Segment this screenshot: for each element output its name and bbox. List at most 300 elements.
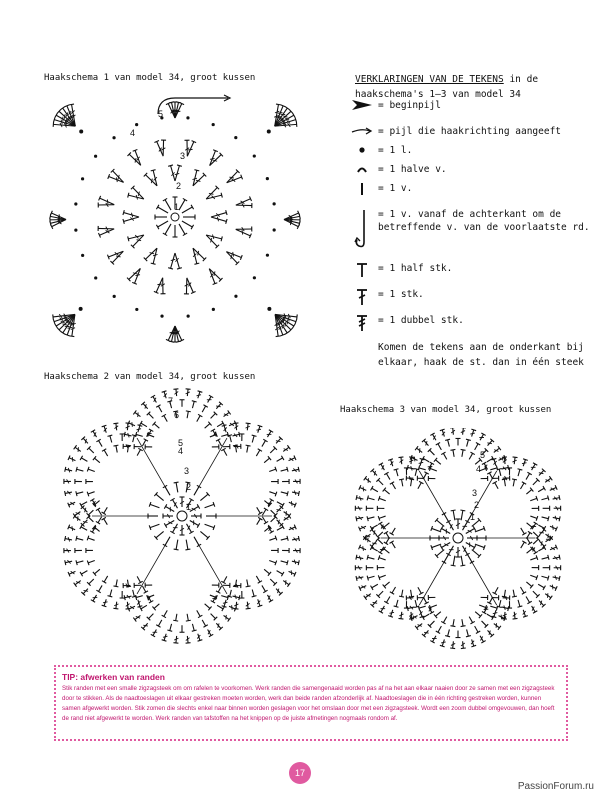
stitch-symbol (187, 411, 188, 418)
stitch-top-bar (69, 104, 74, 105)
stitch-cross-bar (539, 473, 544, 474)
chain-dot (135, 308, 138, 311)
round-number: 4 (130, 128, 136, 138)
chain-dot (212, 308, 215, 311)
stitch-symbol (236, 229, 251, 236)
stitch-top-bar (61, 107, 65, 110)
stitch-symbol (479, 605, 486, 608)
stitch-top-bar (168, 165, 173, 166)
stitch-symbol (197, 610, 200, 616)
stitch-symbol (461, 556, 463, 566)
stitch-cross-bar (72, 457, 73, 462)
stitch-cross-bar (231, 255, 232, 259)
stitch-symbol (368, 517, 375, 519)
stitch-symbol (230, 590, 232, 597)
stitch-symbol (499, 600, 501, 607)
stitch-symbol (472, 550, 480, 556)
stitch-cross-bar (216, 406, 221, 407)
stitch-symbol (386, 596, 390, 602)
stitch-cross-bar (424, 632, 429, 633)
stitch-top-bar (287, 536, 288, 541)
stitch-symbol (489, 473, 492, 479)
stitch-symbol (384, 523, 389, 527)
slip-stitch-arc-icon (350, 163, 374, 179)
stitch-symbol (533, 532, 538, 537)
stitch-symbol (419, 606, 426, 608)
stitch-top-bar (198, 640, 203, 642)
stitch-cross-bar (197, 395, 202, 396)
center-ring (177, 511, 187, 521)
stitch-cross-bar (64, 114, 65, 119)
stitch-symbol (269, 492, 276, 494)
stitch-symbol (372, 548, 378, 551)
stitch-top-bar (513, 457, 518, 458)
stitch-cross-bar (85, 508, 86, 512)
legend-title (355, 72, 595, 102)
stitch-cross-bar (171, 259, 176, 260)
crochet-chart-1 (40, 92, 310, 362)
stitch-symbol (98, 517, 102, 523)
round-number: 3 (472, 488, 478, 498)
stitch-symbol (257, 507, 261, 513)
legend-item-text: = 1 stk. (378, 289, 424, 300)
stitch-symbol (154, 424, 159, 429)
stitch-symbol (504, 479, 505, 486)
round-number: 3 (180, 151, 186, 161)
stitch-symbol (430, 605, 437, 608)
stitch-cross-bar (211, 238, 212, 243)
stitch-top-bar (518, 606, 523, 607)
stitch-symbol (116, 446, 117, 453)
round-number: 1 (174, 202, 180, 212)
stitch-symbol (271, 510, 276, 515)
stitch-top-bar (173, 643, 178, 644)
legend-item-text: = 1 dubbel stk. (378, 315, 464, 326)
stitch-top-bar (367, 495, 368, 500)
stitch-symbol (156, 531, 164, 537)
stitch-symbol (262, 509, 266, 515)
stitch-symbol (538, 525, 544, 528)
stitch-top-bar (226, 219, 227, 224)
stitch-symbol (467, 629, 469, 636)
chain-dot (94, 276, 97, 279)
stitch-symbol (277, 502, 283, 505)
stitch-symbol (200, 494, 208, 500)
stitch-top-bar (399, 479, 404, 480)
stitch-cross-bar (198, 251, 199, 256)
stitch-symbol (368, 498, 375, 500)
stitch-top-bar (246, 423, 251, 424)
stitch-symbol (150, 524, 159, 527)
stitch-top-bar (76, 536, 77, 541)
stitch-cross-bar (278, 520, 279, 524)
stitch-top-bar (177, 165, 182, 166)
stitch-symbol (271, 517, 276, 522)
stitch-top-bar (548, 576, 549, 581)
stitch-symbol (269, 538, 276, 540)
stitch-symbol (94, 569, 99, 573)
stitch-symbol (77, 469, 84, 471)
stitch-top-bar (512, 479, 517, 480)
stitch-symbol (205, 504, 214, 507)
stitch-symbol (538, 584, 544, 588)
stitch-top-bar (398, 457, 403, 458)
stitch-symbol (76, 492, 83, 494)
stitch-symbol (98, 509, 102, 515)
crochet-chart-3 (340, 428, 580, 658)
stitch-top-bar (54, 117, 55, 122)
stitch-symbol (379, 516, 386, 518)
stitch-top-bar (126, 445, 131, 446)
stitch-cross-bar (72, 526, 73, 531)
chain-dot (79, 307, 83, 311)
stitch-cross-bar (278, 113, 283, 114)
stitch-top-bar (298, 491, 299, 496)
stitch-top-bar (65, 467, 66, 472)
stitch-top-bar (356, 516, 357, 521)
stitch-symbol (137, 450, 140, 456)
stitch-symbol (186, 540, 188, 550)
stitch-cross-bar (374, 530, 375, 534)
stitch-cross-bar (135, 158, 136, 163)
stitch-cross-bar (137, 429, 142, 430)
stitch-cross-bar (276, 441, 281, 442)
stitch-top-bar (87, 492, 89, 497)
stitch-cross-bar (151, 179, 152, 184)
stitch-cross-bar (390, 612, 395, 613)
stitch-top-bar (222, 425, 227, 426)
stitch-symbol (179, 224, 185, 234)
legend-title-rest: in de (503, 74, 539, 85)
chain-dot (74, 229, 77, 232)
stitch-symbol (379, 558, 386, 560)
stitch-cross-bar (419, 462, 424, 463)
stitch-symbol (281, 538, 288, 540)
round-number: 2 (176, 181, 182, 191)
stitch-top-bar (138, 425, 143, 426)
stitch-top-bar (69, 336, 74, 337)
round-number: 1 (470, 512, 476, 522)
stitch-symbol (518, 600, 520, 607)
stitch-top-bar (287, 491, 288, 496)
stitch-symbol (490, 468, 497, 470)
stitch-symbol (281, 492, 288, 494)
stitch-top-bar (297, 314, 298, 319)
stitch-cross-bar (441, 642, 446, 643)
chain-dot (112, 136, 115, 139)
stitch-top-bar (258, 425, 263, 427)
stitch-cross-bar (363, 487, 364, 492)
stitch-top-bar (168, 268, 173, 269)
stitch-symbol (453, 450, 454, 457)
stitch-top-bar (76, 560, 77, 565)
stitch-symbol (378, 532, 383, 537)
stitch-symbol (104, 507, 108, 513)
stitch-symbol (104, 576, 108, 582)
chain-dot (234, 295, 237, 298)
stitch-cross-bar (175, 173, 180, 174)
begin-arrow-icon (350, 99, 374, 115)
stitch-symbol (89, 448, 94, 453)
stitch-symbol (513, 590, 514, 597)
stitch-top-bar (409, 479, 414, 480)
stitch-top-bar (258, 605, 263, 607)
chain-dot (234, 136, 237, 139)
stitch-symbol (192, 624, 194, 631)
stitch-cross-bar (213, 160, 217, 161)
stitch-top-bar (275, 536, 277, 541)
stitch-symbol (187, 278, 193, 293)
stitch-top-bar (65, 536, 66, 541)
stitch-top-bar (186, 643, 191, 644)
stitch-symbol (116, 580, 117, 587)
legend-item-text: = pijl die haakrichting aangeeft (378, 126, 562, 137)
stitch-cross-bar (116, 177, 117, 182)
stitch-symbol (521, 528, 525, 534)
stitch-cross-bar (188, 149, 193, 150)
stitch-symbol (187, 142, 194, 157)
stitch-top-bar (559, 516, 560, 521)
stitch-symbol (392, 528, 396, 534)
stitch-top-bar (287, 467, 288, 472)
stitch-symbol (110, 590, 112, 597)
legend-item-text: = 1 l. (378, 145, 413, 156)
stitch-cross-bar (288, 317, 289, 322)
stitch-symbol (475, 544, 484, 547)
stitch-cross-bar (276, 510, 281, 511)
stitch-top-bar (445, 439, 450, 440)
stitch-symbol (133, 435, 135, 442)
stitch-top-bar (173, 620, 178, 621)
stitch-top-bar (167, 630, 172, 631)
stitch-symbol (277, 571, 283, 575)
stitch-top-bar (126, 586, 131, 587)
stitch-top-bar (113, 608, 118, 609)
petal-divider (137, 438, 170, 495)
stitch-symbol (490, 606, 497, 608)
stitch-top-bar (138, 606, 143, 607)
stitch-symbol (100, 198, 115, 205)
stitch-symbol (149, 413, 154, 418)
stitch-symbol (281, 469, 288, 471)
stitch-symbol (264, 569, 269, 573)
legend-item-text: = 1 v. (378, 183, 413, 194)
stitch-symbol (438, 444, 441, 450)
stitch-symbol (538, 488, 544, 492)
petal-divider (137, 537, 170, 594)
chain-dot (273, 228, 276, 231)
stitch-top-bar (76, 491, 77, 496)
direction-arrow-icon (350, 125, 374, 141)
stitch-cross-bar (157, 284, 162, 285)
stitch-cross-bar (116, 256, 121, 257)
stitch-top-bar (502, 479, 507, 480)
stitch-cross-bar (229, 177, 234, 178)
stitch-symbol (530, 516, 537, 518)
stitch-symbol (527, 549, 532, 553)
stitch-top-bar (221, 193, 222, 198)
stitch-symbol (76, 538, 83, 540)
stitch-top-bar (450, 648, 455, 649)
stitch-top-bar (102, 605, 107, 607)
stitch-top-bar (440, 429, 445, 431)
stitch-symbol (386, 473, 390, 479)
stitch-top-bar (559, 495, 560, 500)
stitch-symbol (77, 561, 84, 563)
stitch-symbol (392, 587, 396, 593)
stitch-symbol (110, 436, 112, 443)
stitch-symbol (104, 450, 108, 456)
stitch-top-bar (559, 576, 560, 581)
round-number: 6 (174, 410, 180, 420)
chart3-caption: Haakschema 3 van model 34, groot kussen (340, 405, 552, 415)
stitch-top-bar (388, 459, 393, 461)
stitch-top-bar (356, 555, 357, 560)
stitch-top-bar (285, 107, 289, 110)
chain-dot (212, 123, 215, 126)
petal-divider (194, 537, 227, 594)
stitch-cross-bar (66, 321, 71, 322)
treble-crochet-icon (350, 314, 374, 336)
stitch-cross-bar (118, 175, 119, 179)
stitch-symbol (81, 527, 87, 530)
stitch-symbol (462, 619, 463, 626)
stitch-symbol (202, 620, 205, 626)
stitch-top-bar (186, 389, 191, 390)
stitch-top-bar (394, 606, 399, 607)
stitch-symbol (415, 600, 417, 607)
stitch-symbol (252, 436, 254, 443)
stitch-top-bar (394, 469, 399, 470)
stitch-cross-bar (233, 252, 234, 257)
stitch-symbol (150, 504, 159, 507)
stitch-symbol (378, 480, 383, 485)
stitch-symbol (270, 448, 275, 453)
stitch-top-bar (367, 555, 368, 560)
stitch-symbol (430, 621, 435, 626)
stitch-symbol (526, 490, 531, 494)
stitch-symbol (520, 587, 524, 593)
stitch-symbol (277, 458, 283, 462)
stitch-top-bar (53, 319, 55, 324)
stitch-symbol (158, 221, 168, 227)
chain-dot (74, 202, 77, 205)
stitch-symbol (475, 528, 484, 531)
chain-stitch-dot-icon (350, 144, 374, 160)
stitch-symbol (158, 620, 161, 626)
stitch-top-bar (367, 576, 368, 581)
round-number: 4 (178, 446, 184, 456)
chain-dot (79, 130, 83, 134)
stitch-top-bar (246, 586, 251, 587)
stitch-cross-bar (68, 327, 73, 328)
stitch-symbol (154, 604, 159, 609)
stitch-cross-bar (196, 180, 201, 181)
stitch-symbol (419, 468, 426, 470)
stitch-top-bar (298, 467, 299, 472)
stitch-cross-bar (553, 525, 554, 530)
stitch-top-bar (536, 516, 538, 521)
stitch-symbol (88, 492, 95, 494)
stitch-top-bar (53, 314, 54, 319)
stitch-top-bar (440, 645, 445, 647)
stitch-top-bar (451, 510, 456, 511)
stitch-top-bar (162, 391, 167, 393)
round-number: 7 (168, 396, 174, 406)
chain-dot (135, 123, 138, 126)
stitch-symbol (81, 502, 87, 505)
stitch-top-bar (451, 565, 456, 566)
stitch-symbol (379, 498, 386, 500)
stitch-symbol (99, 585, 103, 591)
stitch-symbol (499, 469, 501, 476)
stitch-symbol (542, 557, 549, 559)
stitch-cross-bar (280, 119, 284, 120)
stitch-top-bar (536, 555, 538, 560)
stitch-cross-bar (84, 590, 89, 591)
stitch-symbol (262, 441, 266, 447)
stitch-cross-bar (135, 275, 140, 276)
half-double-crochet-icon (350, 262, 374, 282)
stitch-symbol (520, 483, 524, 489)
stitch-symbol (527, 523, 532, 527)
stitch-top-bar (174, 482, 179, 483)
stitch-symbol (264, 458, 269, 462)
stitch-top-bar (102, 425, 107, 427)
stitch-symbol (156, 278, 163, 293)
stitch-top-bar (194, 263, 199, 264)
stitch-symbol (430, 469, 437, 472)
stitch-cross-bar (493, 613, 498, 614)
stitch-symbol (518, 469, 520, 476)
stitch-symbol (372, 584, 378, 588)
stitch-symbol (443, 453, 446, 459)
stitch-symbol (269, 560, 276, 562)
stitch-symbol (475, 626, 478, 632)
stitch-symbol (418, 587, 421, 593)
round-number: 2 (474, 500, 480, 510)
stitch-symbol (221, 596, 228, 598)
stitch-top-bar (275, 492, 277, 497)
chain-dot (266, 177, 269, 180)
stitch-cross-bar (150, 253, 155, 254)
stitch-symbol (156, 494, 164, 500)
stitch-top-bar (185, 549, 190, 550)
stitch-symbol (136, 434, 143, 436)
stitch-symbol (223, 450, 226, 456)
stitch-cross-bar (68, 117, 69, 122)
stitch-top-bar (295, 117, 296, 122)
stitch-symbol (256, 576, 260, 582)
stitch-top-bar (523, 459, 528, 461)
stitch-symbol (411, 479, 412, 486)
stitch-symbol (467, 440, 469, 447)
stitch-top-bar (177, 268, 182, 269)
center-ring (453, 533, 463, 543)
stitch-top-bar (194, 170, 199, 171)
stitch-top-bar (356, 576, 357, 581)
stitch-symbol (526, 473, 530, 479)
stitch-cross-bar (61, 120, 62, 125)
stitch-top-bar (295, 319, 297, 324)
stitch-symbol (378, 591, 383, 596)
chain-dot (113, 295, 116, 298)
chain-dot (186, 116, 189, 119)
stitch-symbol (526, 582, 531, 586)
stitch-symbol (461, 510, 463, 520)
stitch-symbol (88, 510, 93, 515)
stitch-top-bar (192, 630, 197, 631)
